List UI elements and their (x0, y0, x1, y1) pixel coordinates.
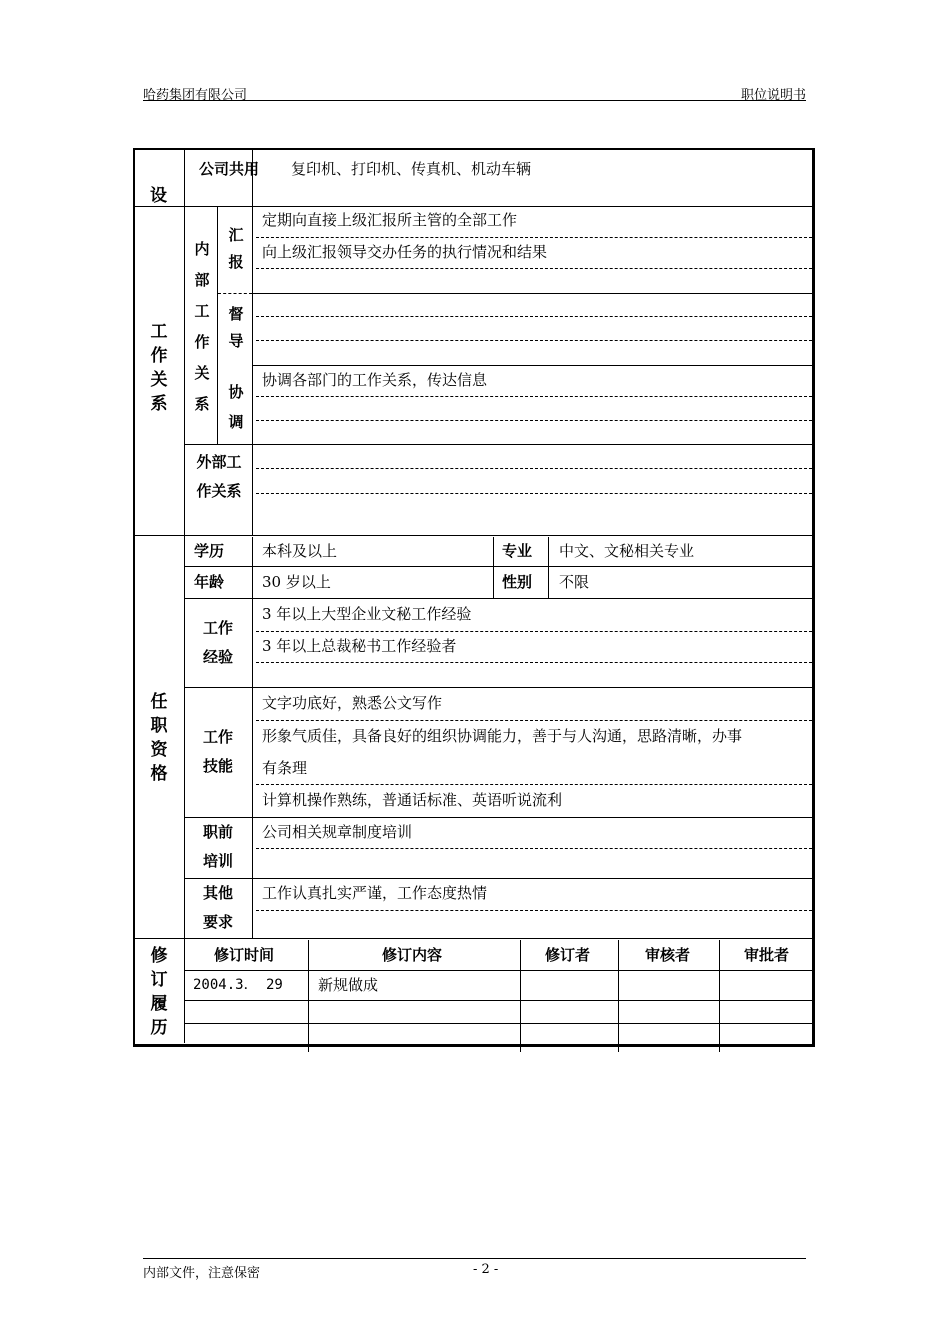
dashed-separator (256, 910, 812, 911)
grid-line (184, 566, 813, 567)
revision-header-approver: 审批者 (744, 946, 790, 964)
grid-line (184, 687, 813, 688)
education-value: 本科及以上 (262, 542, 338, 560)
skills-line: 计算机操作熟练，普通话标准、英语听说流利 (262, 791, 563, 809)
dashed-separator (256, 784, 812, 785)
age-value: 30 岁以上 (262, 573, 331, 591)
coordinate-label: 协调 (228, 383, 244, 431)
grid-line (520, 940, 521, 1052)
gender-value: 不限 (559, 573, 590, 591)
internal-relations-label: 内部工作关系 (194, 240, 210, 413)
dashed-separator (256, 631, 812, 632)
grid-line (618, 940, 619, 1052)
equipment-label: 公司共用 (199, 160, 260, 178)
skills-line: 文字功底好，熟悉公文写作 (262, 694, 443, 712)
external-relations-label: 外部工作关系 (196, 453, 242, 500)
dashed-separator (256, 268, 812, 269)
report-line: 定期向直接上级汇报所主管的全部工作 (262, 211, 518, 229)
gender-label: 性别 (502, 573, 533, 591)
grid-line (184, 598, 813, 599)
training-line: 公司相关规章制度培训 (262, 823, 413, 841)
revision-header-reviser: 修订者 (545, 946, 591, 964)
revision-header-date: 修订时间 (214, 946, 275, 964)
dashed-separator (256, 493, 812, 494)
skills-label: 工作 (203, 728, 234, 746)
grid-line (184, 878, 813, 879)
revision-content: 新规做成 (318, 976, 379, 994)
grid-line (252, 293, 813, 294)
training-label: 职前 (203, 823, 234, 841)
dashed-separator (256, 468, 812, 469)
grid-line (493, 537, 494, 599)
age-label: 年龄 (194, 573, 225, 591)
experience-label: 工作 (203, 619, 234, 637)
document-type: 职位说明书 (740, 88, 806, 103)
grid-line (184, 1000, 813, 1001)
training-label: 培训 (203, 852, 234, 870)
qualifications-section-label: 任职资格 (150, 692, 168, 784)
revision-section-label: 修订履历 (150, 946, 168, 1038)
relations-section-label: 工作关系 (150, 322, 168, 414)
grid-line (184, 1023, 813, 1024)
header-rule (143, 100, 806, 101)
grid-line (135, 535, 813, 536)
education-label: 学历 (194, 542, 225, 560)
grid-line (217, 207, 218, 445)
experience-line: 3 年以上总裁秘书工作经验者 (262, 637, 457, 655)
confidential-note: 内部文件，注意保密 (143, 1266, 261, 1281)
experience-line: 3 年以上大型企业文秘工作经验 (262, 605, 472, 623)
report-line: 向上级汇报领导交办任务的执行情况和结果 (262, 243, 548, 261)
equipment-value: 复印机、打印机、传真机、机动车辆 (291, 160, 532, 178)
grid-line (135, 206, 813, 207)
major-label: 专业 (502, 542, 533, 560)
report-label: 汇报 (228, 226, 244, 271)
grid-line (184, 444, 813, 445)
company-name: 哈药集团有限公司 (143, 88, 248, 103)
skills-line: 有条理 (262, 759, 308, 777)
dashed-separator (256, 420, 812, 421)
grid-line (252, 365, 813, 366)
other-requirements-label: 要求 (203, 913, 234, 931)
grid-line (548, 537, 549, 599)
grid-line (135, 938, 813, 939)
supervise-label: 督导 (228, 305, 244, 350)
revision-date: 2004.3． 29 (193, 977, 283, 993)
page-header (143, 84, 806, 103)
grid-line (184, 970, 813, 971)
grid-line (184, 817, 813, 818)
dashed-separator (256, 237, 812, 238)
revision-header-content: 修订内容 (382, 946, 443, 964)
dashed-separator (256, 720, 812, 721)
grid-line (184, 150, 185, 1043)
grid-line (252, 150, 253, 535)
coordinate-line: 协调各部门的工作关系，传达信息 (262, 371, 488, 389)
skills-line: 形象气质佳，具备良好的组织协调能力，善于与人沟通，思路清晰，办事 (262, 727, 743, 745)
dashed-separator (218, 293, 252, 294)
dashed-separator (256, 316, 812, 317)
other-requirements-label: 其他 (203, 884, 234, 902)
major-value: 中文、文秘相关专业 (559, 542, 695, 560)
other-requirements-line: 工作认真扎实严谨，工作态度热情 (262, 884, 488, 902)
dashed-separator (256, 662, 812, 663)
page-number: - 2 - (473, 1262, 499, 1277)
revision-header-reviewer: 审核者 (645, 946, 691, 964)
dashed-separator (256, 848, 812, 849)
footer-rule (143, 1258, 806, 1259)
grid-line (719, 940, 720, 1052)
experience-label: 经验 (203, 648, 234, 666)
dashed-separator (256, 340, 812, 341)
equipment-section-label: 设 (150, 186, 167, 206)
dashed-separator (256, 396, 812, 397)
skills-label: 技能 (203, 757, 234, 775)
grid-line (308, 940, 309, 1052)
